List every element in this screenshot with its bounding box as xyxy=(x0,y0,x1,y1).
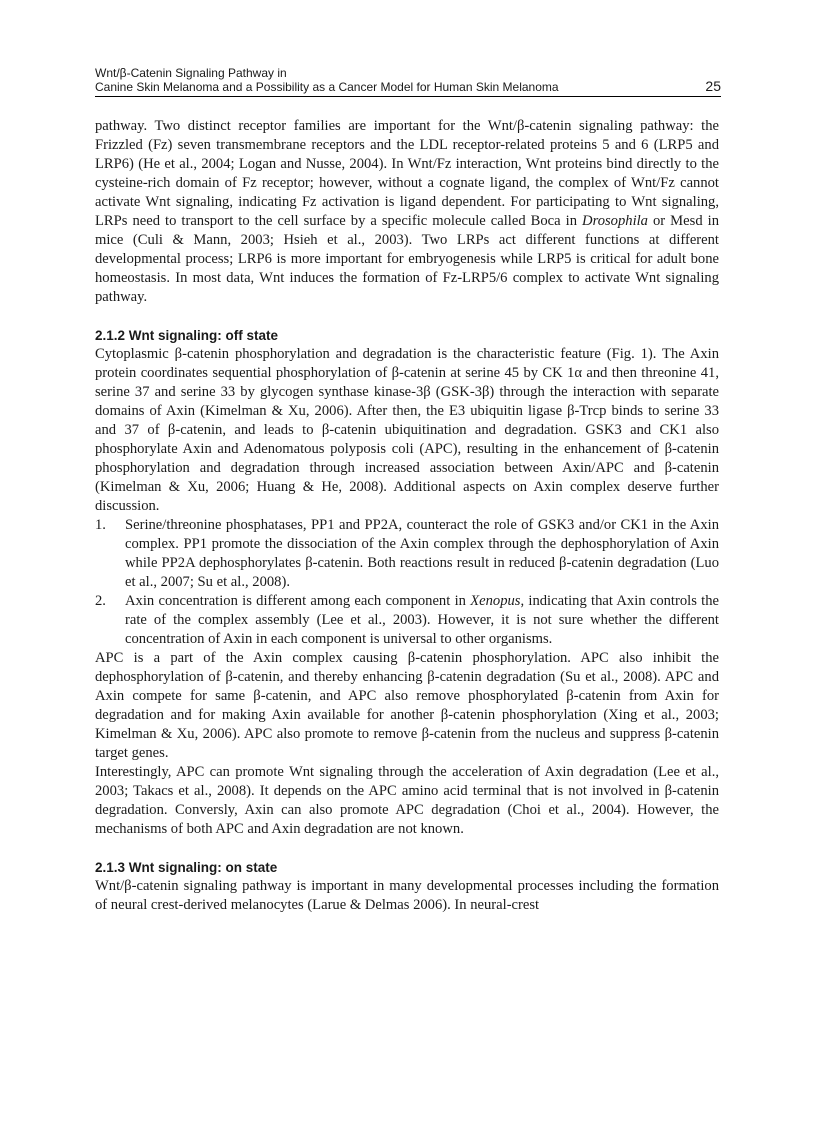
section-heading-off-state: 2.1.2 Wnt signaling: off state xyxy=(95,328,279,343)
section-heading-on-state: 2.1.3 Wnt signaling: on state xyxy=(95,860,278,875)
off-state-paragraph-2: APC is a part of the Axin complex causing β-catenin phosphorylation. APC also inhibit the dephosphorylation of β-catenin, and thereby enhancing β-catenin degradation (Su et al., 2008). APC and Axin compete for same β-catenin, and APC also remove phosphorylated β-catenin from Axin for degradation and for making Axin available for another β-catenin phosphorylation (Xing et al., 2003; Kimelman & Xu, 2006). APC also promote to remove β-catenin from the nucleus and suppress β-catenin target genes. xyxy=(95,650,719,761)
header-divider xyxy=(95,96,721,97)
on-state-paragraph-1: Wnt/β-catenin signaling pathway is important in many developmental processes including the formation of neural crest-derived melanocytes (Larue & Delmas 2006). In neural-crest xyxy=(95,878,719,913)
off-state-paragraph-3: Interestingly, APC can promote Wnt signaling through the acceleration of Axin degradation (Lee et al., 2003; Takacs et al., 2008). It depends on the APC amino acid terminal that is not involved in β-catenin degradation. Conversly, Axin can also promote APC degradation (Choi et al., 2004). However, the mechanisms of both APC and Axin degradation are not known. xyxy=(95,764,719,837)
list-item: 2. Axin concentration is different among each component in Xenopus, indicating that Axin controls the rate of the complex assembly (Lee et al., 2003). However, it is not sure whether the different concentration of Axin in each component is universal to other organisms. xyxy=(95,593,719,647)
axin-aspects-list xyxy=(95,516,719,649)
page-number: 25 xyxy=(705,78,721,94)
list-item-number: 1. xyxy=(95,517,106,533)
header-title-line-2: Canine Skin Melanoma and a Possibility as a Cancer Model for Human Skin Melanoma xyxy=(95,80,559,94)
body-text xyxy=(95,117,719,915)
off-state-paragraph-1: Cytoplasmic β-catenin phosphorylation and degradation is the characteristic feature (Fig. 1). The Axin protein coordinates sequential phosphorylation of β-catenin at serine 45 by CK 1α and then threonine 41, serine 37 and serine 33 by glycogen synthase kinase-3β (GSK-3β) through the interaction with separate domains of Axin (Kimelman & Xu, 2006). After then, the E3 ubiquitin ligase β-Trcp binds to serine 33 and 37 of β-catenin, and leads to β-catenin ubiquitination and degradation. GSK3 and CK1 also phosphorylate Axin and Adenomatous polyposis coli (APC), resulting in the enhancement of β-catenin phosphorylation and degradation through increased association between Axin/APC and β-catenin (Kimelman & Xu, 2006; Huang & He, 2008). Additional aspects on Axin complex deserve further discussion. xyxy=(95,346,719,514)
xenopus-italic: Xenopus xyxy=(470,593,521,609)
header-title-line-1: Wnt/β-Catenin Signaling Pathway in xyxy=(95,66,287,80)
drosophila-italic: Drosophila xyxy=(582,213,648,229)
intro-paragraph: pathway. Two distinct receptor families are important for the Wnt/β-catenin signaling pathway: the Frizzled (Fz) seven transmembrane receptors and the LDL receptor-related proteins 5 and 6 (LRP5 and LRP6) (He et al., 2004; Logan and Nusse, 2004). In Wnt/Fz interaction, Wnt proteins bind directly to the cysteine-rich domain of Fz receptor; however, without a cognate ligand, the complex of Wnt/Fz cannot activate Wnt signaling, indicating Fz activation is ligand dependent. For participating to Wnt signaling, LRPs need to transport to the cell surface by a specific molecule called Boca in Drosophila or Mesd in mice (Culi & Mann, 2003; Hsieh et al., 2003). Two LRPs act different functions at different developmental process; LRP6 is more important for embryogenesis while LRP5 is critical for adult bone homeostasis. In most data, Wnt induces the formation of Fz-LRP5/6 complex to activate Wnt signaling pathway. xyxy=(95,118,719,305)
list-item: 1. Serine/threonine phosphatases, PP1 and PP2A, counteract the role of GSK3 and/or CK1 in the Axin complex. PP1 promote the dissociation of the Axin complex through the dephosphorylation of Axin while PP2A dephosphorylates β-catenin. Both reactions result in reduced β-catenin degradation (Luo et al., 2007; Su et al., 2008). xyxy=(95,517,719,590)
list-item-number: 2. xyxy=(95,593,106,609)
running-header xyxy=(95,66,721,94)
